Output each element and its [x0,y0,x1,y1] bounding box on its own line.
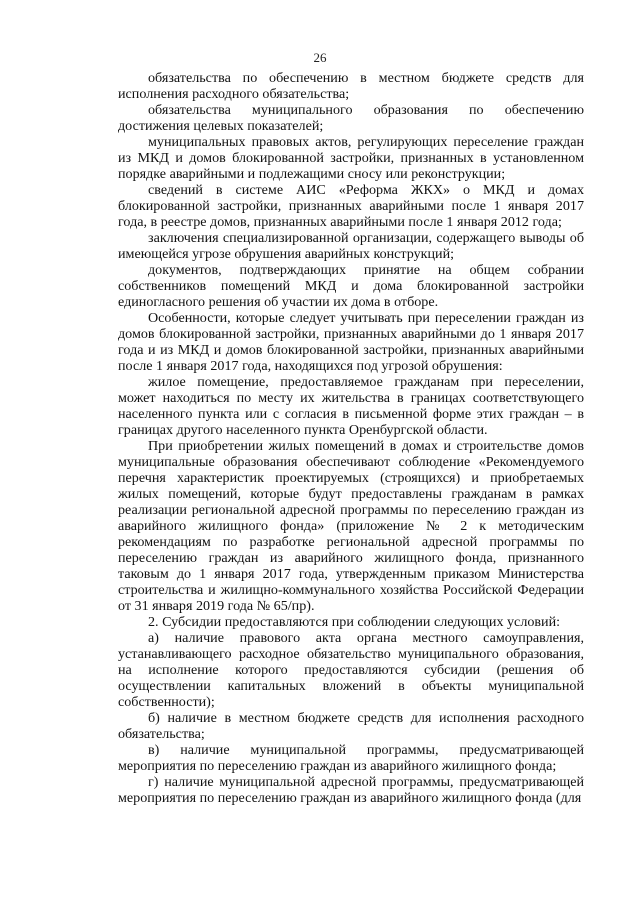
page-number: 26 [313,50,327,65]
paragraph: Особенности, которые следует учитывать при переселении граждан из домов блокированной застройки, признанных аварийными до 1 января 2017 года и из МКД и домов блокированной застройки, признанных аварийными после 1 января 2017 года, находящихся под угрозой обрушения: [118,310,584,374]
paragraph: б) наличие в местном бюджете средств для исполнения расходного обязательства; [118,710,584,742]
paragraph: заключения специализированной организации, содержащего выводы об имеющейся угрозе обрушения аварийных конструкций; [118,230,584,262]
paragraph: документов, подтверждающих принятие на общем собрании собственников помещений МКД и дома блокированной застройки единогласного решения об участии их дома в отборе. [118,262,584,310]
paragraph: При приобретении жилых помещений в домах и строительстве домов муниципальные образования обеспечивают соблюдение «Рекомендуемого перечня характеристик проектируемых (строящихся) и приобретаемых жилых помещений, которые будут предоставлены гражданам в рамках реализации региональной адресной программы по переселению граждан из аварийного жилищного фонда» (приложение № 2 к методическим рекомендациям по разработке региональной адресной программы по переселению граждан из аварийного жилищного фонда, признанного таковым до 1 января 2017 года, утвержденным приказом Министерства строительства и жилищно-коммунального хозяйства Российской Федерации от 31 января 2019 года № 65/пр). [118,438,584,614]
paragraph: сведений в системе АИС «Реформа ЖКХ» о МКД и домах блокированной застройки, признанных аварийными после 1 января 2017 года, в реестре домов, признанных аварийными после 1 января 2012 года; [118,182,584,230]
paragraph: обязательства по обеспечению в местном бюджете средств для исполнения расходного обязательства; [118,70,584,102]
paragraph: г) наличие муниципальной адресной программы, предусматривающей мероприятия по переселению граждан из аварийного жилищного фонда (для [118,774,584,806]
paragraph: в) наличие муниципальной программы, предусматривающей мероприятия по переселению граждан из аварийного жилищного фонда; [118,742,584,774]
paragraph: жилое помещение, предоставляемое гражданам при переселении, может находиться по месту их жительства в границах соответствующего населенного пункта или с согласия в письменной форме этих граждан – в границах другого населенного пункта Оренбургской области. [118,374,584,438]
paragraph: 2. Субсидии предоставляются при соблюдении следующих условий: [148,614,561,630]
document-body [118,70,584,806]
paragraph: а) наличие правового акта органа местного самоуправления, устанавливающего расходное обязательство муниципального образования, на исполнение которого предоставляются субсидии (решения об осуществлении капитальных вложений в объекты муниципальной собственности); [118,630,584,710]
paragraph: муниципальных правовых актов, регулирующих переселение граждан из МКД и домов блокированной застройки, признанных в установленном порядке аварийными и подлежащими сносу или реконструкции; [118,134,584,182]
paragraph: обязательства муниципального образования по обеспечению достижения целевых показателей; [118,102,584,134]
